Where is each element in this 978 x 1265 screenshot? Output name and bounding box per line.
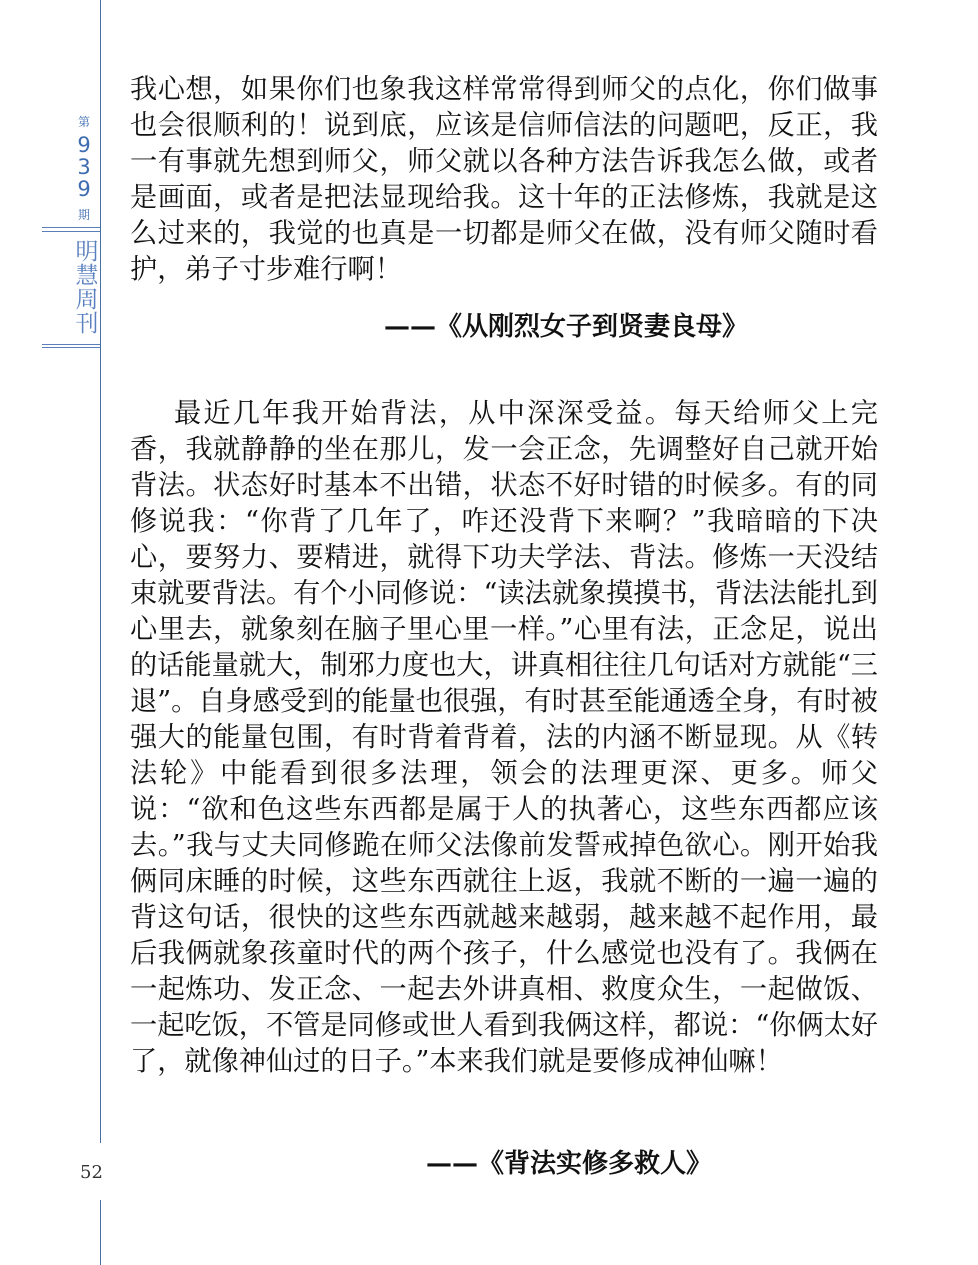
article-source: ——《背法实修多救人》 (426, 1149, 713, 1179)
article-paragraph: 最近几年我开始背法，从中深深受益。每天给师父上完香，我就静静的坐在那儿，发一会正念，先调整好自己就开始背法。状态好时基本不出错，状态不好时错的时候多。有的同修说我：“你背了几年了，咋还没背下来啊？”我暗暗的下决心，要努力、要精进，就得下功夫学法、背法。修炼一天没结束就要背法。有个小同修说：“读法就象摸摸书，背法法能扎到心里去，就象刻在脑子里心里一样。”心里有法，正念足，说出的话能量就大，制邪力度也大，讲真相往往几句话对方就能“三退”。自身感受到的能量也很强，有时甚至能通透全身，有时被强大的能量包围，有时背着背着，法的内涵不断显现。从《转法轮》中能看到很多法理，领会的法理更深、更多。师父说：“欲和色这些东西都是属于人的执著心，这些东西都应该去。”我与丈夫同修跪在师父法像前发誓戒掉色欲心。刚开始我俩同床睡的时候，这些东西就往上返，我就不断的一遍一遍的背这句话，很快的这些东西就越来越弱，越来越不起作用，最后我俩就象孩童时代的两个孩子，什么感觉也没有了。我俩在一起炼功、发正念、一起去外讲真相、救度众生，一起做饭、一起吃饭，不管是同修或世人看到我俩这样，都说：“你俩太好了，就像神仙过的日子。”本来我们就是要修成神仙嘛！ (130, 398, 878, 1077)
page-number: 52 (80, 1162, 103, 1183)
issue-prefix: 第 (77, 115, 90, 129)
article-source: ——《从刚烈女子到贤妻良母》 (384, 312, 749, 342)
sidebar-divider (42, 231, 100, 232)
margin-rule-bottom (100, 1200, 101, 1265)
issue-number: 9 3 9 (77, 133, 91, 201)
magazine-title: 明 慧 周 刊 (75, 239, 99, 337)
issue-suffix: 期 (77, 208, 90, 222)
sidebar-divider (42, 227, 100, 228)
article-paragraph: 我心想，如果你们也象我这样常常得到师父的点化，你们做事也会很顺利的！说到底，应该是信师信法的问题吧，反正，我一有事就先想到师父，师父就以各种方法告诉我怎么做，或者是画面，或者是把法显现给我。这十年的正法修炼，我就是这么过来的，我觉的也真是一切都是师父在做，没有师父随时看护，弟子寸步难行啊！ (130, 74, 878, 285)
sidebar-divider (42, 347, 100, 348)
sidebar-divider (42, 344, 100, 345)
